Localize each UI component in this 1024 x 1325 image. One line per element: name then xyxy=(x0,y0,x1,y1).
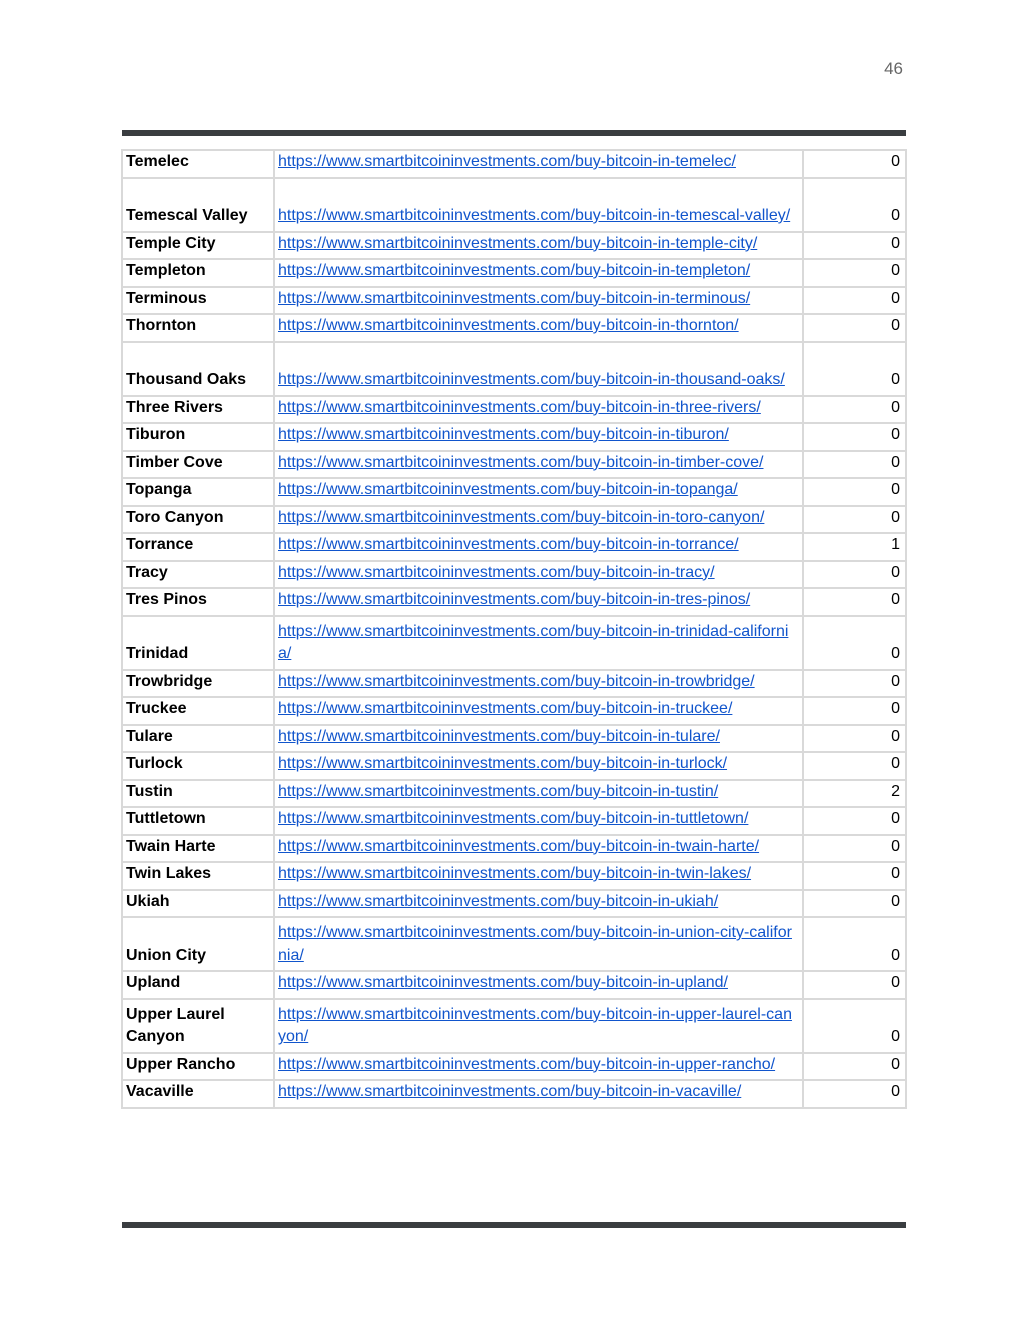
count-cell: 0 xyxy=(803,561,906,589)
url-link[interactable]: https://www.smartbitcoininvestments.com/buy-bitcoin-in-union-city-california/ xyxy=(278,924,792,964)
city-cell: Tulare xyxy=(122,725,274,753)
url-cell xyxy=(274,423,803,451)
count-cell: 0 xyxy=(803,1080,906,1108)
url-link[interactable]: https://www.smartbitcoininvestments.com/buy-bitcoin-in-upper-rancho/ xyxy=(278,1055,776,1073)
url-link[interactable]: https://www.smartbitcoininvestments.com/buy-bitcoin-in-thornton/ xyxy=(278,317,739,334)
city-cell: Toro Canyon xyxy=(122,506,274,534)
url-cell xyxy=(274,971,803,999)
city-cell: Twain Harte xyxy=(122,835,274,863)
count-cell: 0 xyxy=(803,807,906,835)
city-cell: Trowbridge xyxy=(122,670,274,698)
table-row xyxy=(122,999,906,1053)
url-cell xyxy=(274,890,803,918)
url-cell xyxy=(274,697,803,725)
table-row xyxy=(122,150,906,178)
url-cell xyxy=(274,396,803,424)
city-cell: Torrance xyxy=(122,533,274,561)
city-url-table xyxy=(121,149,907,1109)
url-cell xyxy=(274,670,803,698)
url-link[interactable]: https://www.smartbitcoininvestments.com/buy-bitcoin-in-tulare/ xyxy=(278,727,720,745)
url-link[interactable]: https://www.smartbitcoininvestments.com/buy-bitcoin-in-topanga/ xyxy=(278,481,738,498)
city-cell: Timber Cove xyxy=(122,451,274,479)
url-link[interactable]: https://www.smartbitcoininvestments.com/buy-bitcoin-in-tiburon/ xyxy=(278,426,729,443)
count-cell: 0 xyxy=(803,259,906,287)
count-cell: 0 xyxy=(803,725,906,753)
city-cell: Terminous xyxy=(122,287,274,315)
table-row xyxy=(122,423,906,451)
table-row xyxy=(122,670,906,698)
url-link[interactable]: https://www.smartbitcoininvestments.com/buy-bitcoin-in-truckee/ xyxy=(278,700,733,717)
url-cell xyxy=(274,917,803,971)
url-link[interactable]: https://www.smartbitcoininvestments.com/buy-bitcoin-in-tres-pinos/ xyxy=(278,591,751,608)
count-cell: 0 xyxy=(803,478,906,506)
count-cell: 0 xyxy=(803,862,906,890)
url-cell xyxy=(274,451,803,479)
table-row xyxy=(122,478,906,506)
url-link[interactable]: https://www.smartbitcoininvestments.com/buy-bitcoin-in-three-rivers/ xyxy=(278,398,761,416)
count-cell: 0 xyxy=(803,999,906,1053)
count-cell: 2 xyxy=(803,780,906,808)
table-row xyxy=(122,1080,906,1108)
url-link[interactable]: https://www.smartbitcoininvestments.com/buy-bitcoin-in-terminous/ xyxy=(278,289,751,307)
count-cell: 0 xyxy=(803,396,906,424)
table-row xyxy=(122,342,906,396)
url-cell xyxy=(274,561,803,589)
table-row xyxy=(122,917,906,971)
table-row xyxy=(122,287,906,315)
table-row xyxy=(122,561,906,589)
table-row xyxy=(122,451,906,479)
url-cell xyxy=(274,862,803,890)
url-link[interactable]: https://www.smartbitcoininvestments.com/buy-bitcoin-in-vacaville/ xyxy=(278,1083,742,1100)
url-cell xyxy=(274,342,803,396)
url-link[interactable]: https://www.smartbitcoininvestments.com/buy-bitcoin-in-upper-laurel-canyon/ xyxy=(278,1005,792,1045)
table-row xyxy=(122,890,906,918)
city-cell: Upland xyxy=(122,971,274,999)
url-link[interactable]: https://www.smartbitcoininvestments.com/buy-bitcoin-in-trinidad-california/ xyxy=(278,622,789,662)
table-body xyxy=(122,150,906,1108)
url-link[interactable]: https://www.smartbitcoininvestments.com/buy-bitcoin-in-torrance/ xyxy=(278,536,739,553)
table-row xyxy=(122,616,906,670)
table-row xyxy=(122,725,906,753)
count-cell: 0 xyxy=(803,423,906,451)
city-cell: Tiburon xyxy=(122,423,274,451)
url-link[interactable]: https://www.smartbitcoininvestments.com/buy-bitcoin-in-turlock/ xyxy=(278,755,728,772)
url-cell xyxy=(274,150,803,178)
city-cell: Three Rivers xyxy=(122,396,274,424)
url-link[interactable]: https://www.smartbitcoininvestments.com/buy-bitcoin-in-temple-city/ xyxy=(278,234,758,252)
url-link[interactable]: https://www.smartbitcoininvestments.com/buy-bitcoin-in-toro-canyon/ xyxy=(278,508,765,526)
count-cell: 0 xyxy=(803,588,906,616)
table-row xyxy=(122,971,906,999)
url-cell xyxy=(274,314,803,342)
url-cell xyxy=(274,506,803,534)
city-cell: Temelec xyxy=(122,150,274,178)
url-link[interactable]: https://www.smartbitcoininvestments.com/buy-bitcoin-in-tuttletown/ xyxy=(278,810,749,827)
url-cell xyxy=(274,478,803,506)
count-cell: 0 xyxy=(803,287,906,315)
url-link[interactable]: https://www.smartbitcoininvestments.com/buy-bitcoin-in-timber-cove/ xyxy=(278,453,764,471)
table-row xyxy=(122,314,906,342)
page-number: 46 xyxy=(884,59,903,78)
count-cell: 0 xyxy=(803,1053,906,1081)
top-divider xyxy=(122,130,906,136)
count-cell: 0 xyxy=(803,917,906,971)
city-cell: Templeton xyxy=(122,259,274,287)
count-cell: 0 xyxy=(803,150,906,178)
url-cell xyxy=(274,725,803,753)
url-cell xyxy=(274,752,803,780)
city-cell: Twin Lakes xyxy=(122,862,274,890)
city-cell: Tres Pinos xyxy=(122,588,274,616)
url-link[interactable]: https://www.smartbitcoininvestments.com/buy-bitcoin-in-tracy/ xyxy=(278,563,715,581)
count-cell: 0 xyxy=(803,971,906,999)
table-row xyxy=(122,780,906,808)
url-cell xyxy=(274,780,803,808)
count-cell: 0 xyxy=(803,342,906,396)
table-row xyxy=(122,232,906,260)
url-link[interactable]: https://www.smartbitcoininvestments.com/buy-bitcoin-in-thousand-oaks/ xyxy=(278,371,785,388)
count-cell: 0 xyxy=(803,506,906,534)
table-row xyxy=(122,396,906,424)
count-cell: 0 xyxy=(803,451,906,479)
count-cell: 0 xyxy=(803,314,906,342)
url-cell xyxy=(274,835,803,863)
url-cell xyxy=(274,178,803,232)
city-cell: Turlock xyxy=(122,752,274,780)
city-cell: Thousand Oaks xyxy=(122,342,274,396)
url-link[interactable]: https://www.smartbitcoininvestments.com/buy-bitcoin-in-templeton/ xyxy=(278,262,751,279)
url-cell xyxy=(274,533,803,561)
city-cell: Upper Laurel Canyon xyxy=(122,999,274,1053)
city-cell: Vacaville xyxy=(122,1080,274,1108)
table-row xyxy=(122,835,906,863)
url-cell xyxy=(274,999,803,1053)
city-cell: Tuttletown xyxy=(122,807,274,835)
city-cell: Truckee xyxy=(122,697,274,725)
table-row xyxy=(122,807,906,835)
count-cell: 0 xyxy=(803,697,906,725)
count-cell: 0 xyxy=(803,616,906,670)
table-row xyxy=(122,1053,906,1081)
url-link[interactable]: https://www.smartbitcoininvestments.com/buy-bitcoin-in-temescal-valley/ xyxy=(278,207,791,224)
url-link[interactable]: https://www.smartbitcoininvestments.com/buy-bitcoin-in-upland/ xyxy=(278,974,728,991)
table-row xyxy=(122,506,906,534)
url-link[interactable]: https://www.smartbitcoininvestments.com/buy-bitcoin-in-trowbridge/ xyxy=(278,672,755,690)
url-link[interactable]: https://www.smartbitcoininvestments.com/buy-bitcoin-in-twain-harte/ xyxy=(278,837,760,855)
count-cell: 1 xyxy=(803,533,906,561)
url-cell xyxy=(274,232,803,260)
city-cell: Topanga xyxy=(122,478,274,506)
url-link[interactable]: https://www.smartbitcoininvestments.com/buy-bitcoin-in-temelec/ xyxy=(278,153,736,170)
count-cell: 0 xyxy=(803,835,906,863)
table-row xyxy=(122,588,906,616)
count-cell: 0 xyxy=(803,178,906,232)
city-cell: Union City xyxy=(122,917,274,971)
table-row xyxy=(122,752,906,780)
table-row xyxy=(122,697,906,725)
count-cell: 0 xyxy=(803,232,906,260)
city-cell: Temple City xyxy=(122,232,274,260)
city-cell: Tustin xyxy=(122,780,274,808)
count-cell: 0 xyxy=(803,670,906,698)
table-row xyxy=(122,862,906,890)
url-link[interactable]: https://www.smartbitcoininvestments.com/buy-bitcoin-in-ukiah/ xyxy=(278,892,719,910)
url-cell xyxy=(274,1080,803,1108)
city-cell: Thornton xyxy=(122,314,274,342)
url-cell xyxy=(274,807,803,835)
count-cell: 0 xyxy=(803,752,906,780)
url-cell xyxy=(274,588,803,616)
city-cell: Tracy xyxy=(122,561,274,589)
url-cell xyxy=(274,259,803,287)
city-cell: Ukiah xyxy=(122,890,274,918)
url-link[interactable]: https://www.smartbitcoininvestments.com/buy-bitcoin-in-twin-lakes/ xyxy=(278,865,752,882)
city-cell: Trinidad xyxy=(122,616,274,670)
count-cell: 0 xyxy=(803,890,906,918)
city-cell: Upper Rancho xyxy=(122,1053,274,1081)
bottom-divider xyxy=(122,1222,906,1228)
url-cell xyxy=(274,616,803,670)
url-cell xyxy=(274,287,803,315)
table-row xyxy=(122,259,906,287)
url-link[interactable]: https://www.smartbitcoininvestments.com/buy-bitcoin-in-tustin/ xyxy=(278,782,719,800)
table-row xyxy=(122,178,906,232)
city-cell: Temescal Valley xyxy=(122,178,274,232)
url-cell xyxy=(274,1053,803,1081)
table-row xyxy=(122,533,906,561)
